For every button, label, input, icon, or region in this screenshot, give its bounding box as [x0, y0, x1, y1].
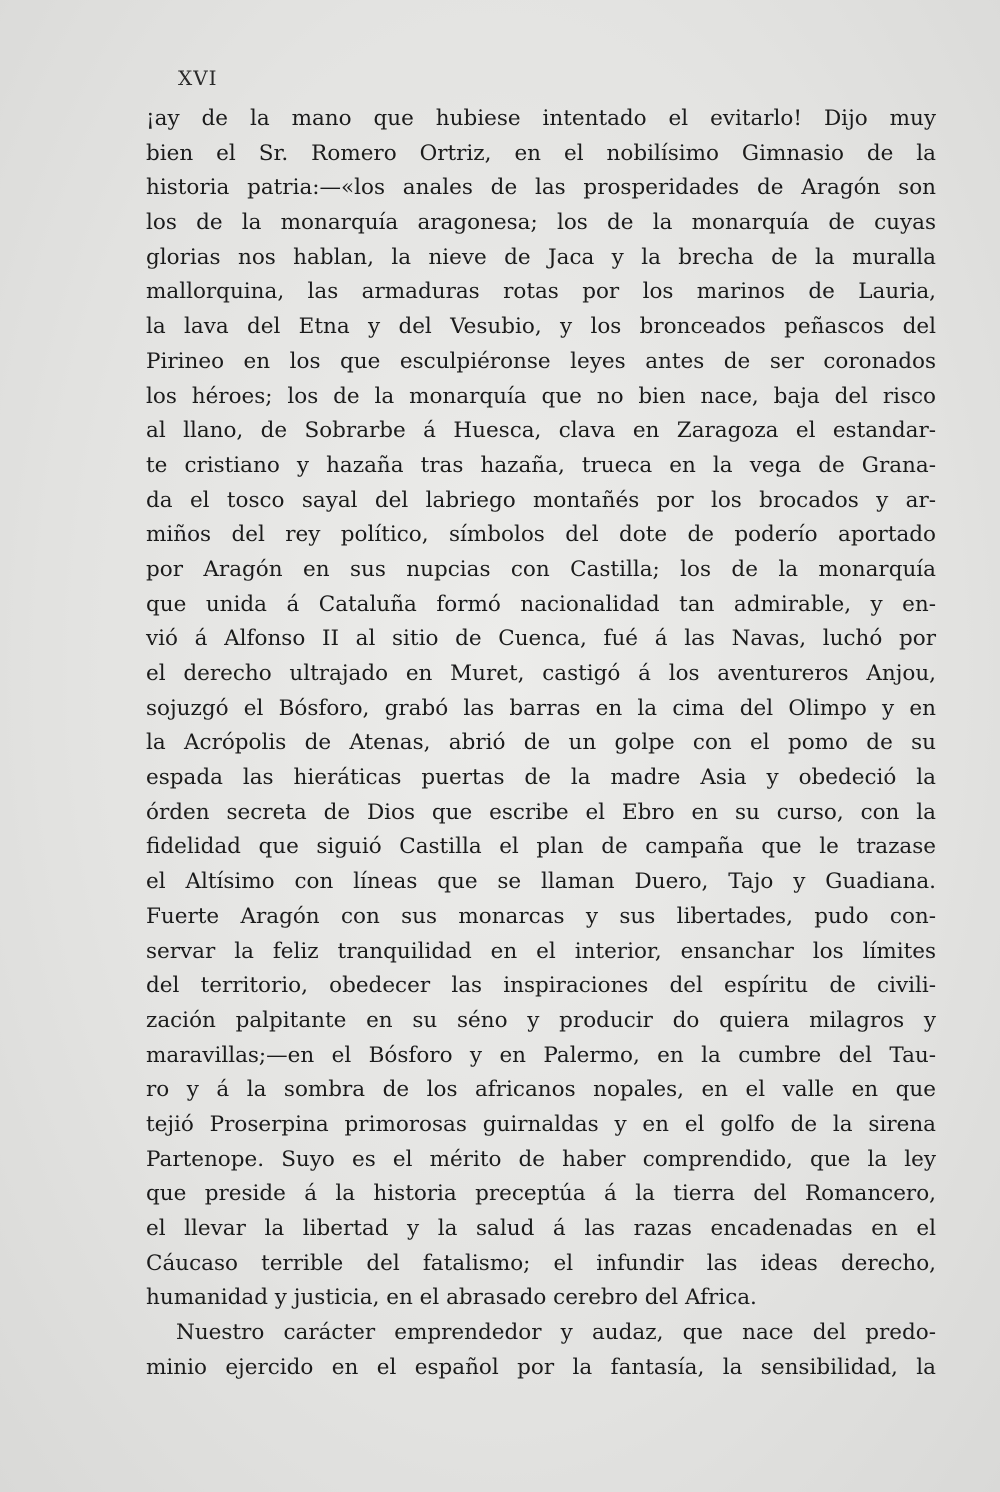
page-number: XVI — [178, 66, 218, 90]
text-line: el derecho ultrajado en Muret, castigó á los aventureros Anjou, — [146, 661, 936, 686]
text-line: Partenope. Suyo es el mérito de haber comprendido, que la ley — [146, 1146, 936, 1172]
text-line: el llevar la libertad y la salud á las razas encadenadas en el — [146, 1216, 936, 1241]
text-line: mallorquina, las armaduras rotas por los marinos de Lauria, — [146, 279, 936, 305]
text-line: miños del rey político, símbolos del dote de poderío aportado — [146, 522, 936, 548]
text-line: la lava del Etna y del Vesubio, y los bronceados peñascos del — [146, 314, 936, 340]
text-line: historia patria:—«los anales de las prosperidades de Aragón son — [146, 175, 936, 201]
text-line: servar la feliz tranquilidad en el interior, ensanchar los límites — [146, 938, 936, 964]
text-line: la Acrópolis de Atenas, abrió de un golpe con el pomo de su — [146, 730, 936, 756]
text-line: humanidad y justicia, en el abrasado cerebro del Africa. — [146, 1285, 757, 1311]
text-line: zación palpitante en su séno y producir do quiera milagros y — [146, 1007, 936, 1033]
body-text — [146, 102, 936, 1385]
text-line: los de la monarquía aragonesa; los de la monarquía de cuyas — [146, 210, 936, 236]
text-line: fidelidad que siguió Castilla el plan de campaña que le trazase — [146, 834, 936, 860]
text-line: Cáucaso terrible del fatalismo; el infundir las ideas derecho, — [146, 1250, 936, 1276]
text-line: sojuzgó el Bósforo, grabó las barras en la cima del Olimpo y en — [146, 695, 936, 721]
text-line: minio ejercido en el español por la fantasía, la sensibilidad, la — [146, 1354, 936, 1380]
text-line: Fuerte Aragón con sus monarcas y sus libertades, pudo con- — [146, 903, 936, 929]
text-line: ¡ay de la mano que hubiese intentado el evitarlo! Dijo muy — [146, 106, 936, 131]
text-line: órden secreta de Dios que escribe el Ebro en su curso, con la — [146, 799, 936, 825]
text-line: por Aragón en sus nupcias con Castilla; los de la monarquía — [146, 556, 936, 582]
text-line: al llano, de Sobrarbe á Huesca, clava en Zaragoza el estandar- — [146, 418, 936, 444]
text-line: te cristiano y hazaña tras hazaña, trueca en la vega de Grana- — [146, 452, 936, 478]
text-line: glorias nos hablan, la nieve de Jaca y la brecha de la muralla — [146, 244, 936, 270]
text-line: Pirineo en los que esculpiéronse leyes antes de ser coronados — [146, 348, 936, 374]
text-line: espada las hieráticas puertas de la madre Asia y obedeció la — [146, 765, 936, 791]
text-line: los héroes; los de la monarquía que no bien nace, baja del risco — [146, 383, 936, 409]
text-line: que preside á la historia preceptúa á la tierra del Romancero, — [146, 1181, 936, 1207]
text-line: vió á Alfonso II al sitio de Cuenca, fué á las Navas, luchó por — [146, 626, 936, 652]
text-line: Nuestro carácter emprendedor y audaz, que nace del predo- — [176, 1320, 936, 1346]
text-line: ro y á la sombra de los africanos nopales, en el valle en que — [146, 1077, 936, 1103]
text-line: tejió Proserpina primorosas guirnaldas y en el golfo de la sirena — [146, 1111, 936, 1137]
text-line: da el tosco sayal del labriego montañés por los brocados y ar- — [146, 487, 936, 513]
text-line: del territorio, obedecer las inspiraciones del espíritu de civili- — [146, 973, 936, 999]
text-line: bien el Sr. Romero Ortriz, en el nobilísimo Gimnasio de la — [146, 140, 936, 166]
text-line: que unida á Cataluña formó nacionalidad tan admirable, y en- — [146, 591, 936, 617]
text-line: el Altísimo con líneas que se llaman Duero, Tajo y Guadiana. — [146, 869, 936, 895]
text-line: maravillas;—en el Bósforo y en Palermo, en la cumbre del Tau- — [146, 1042, 936, 1068]
